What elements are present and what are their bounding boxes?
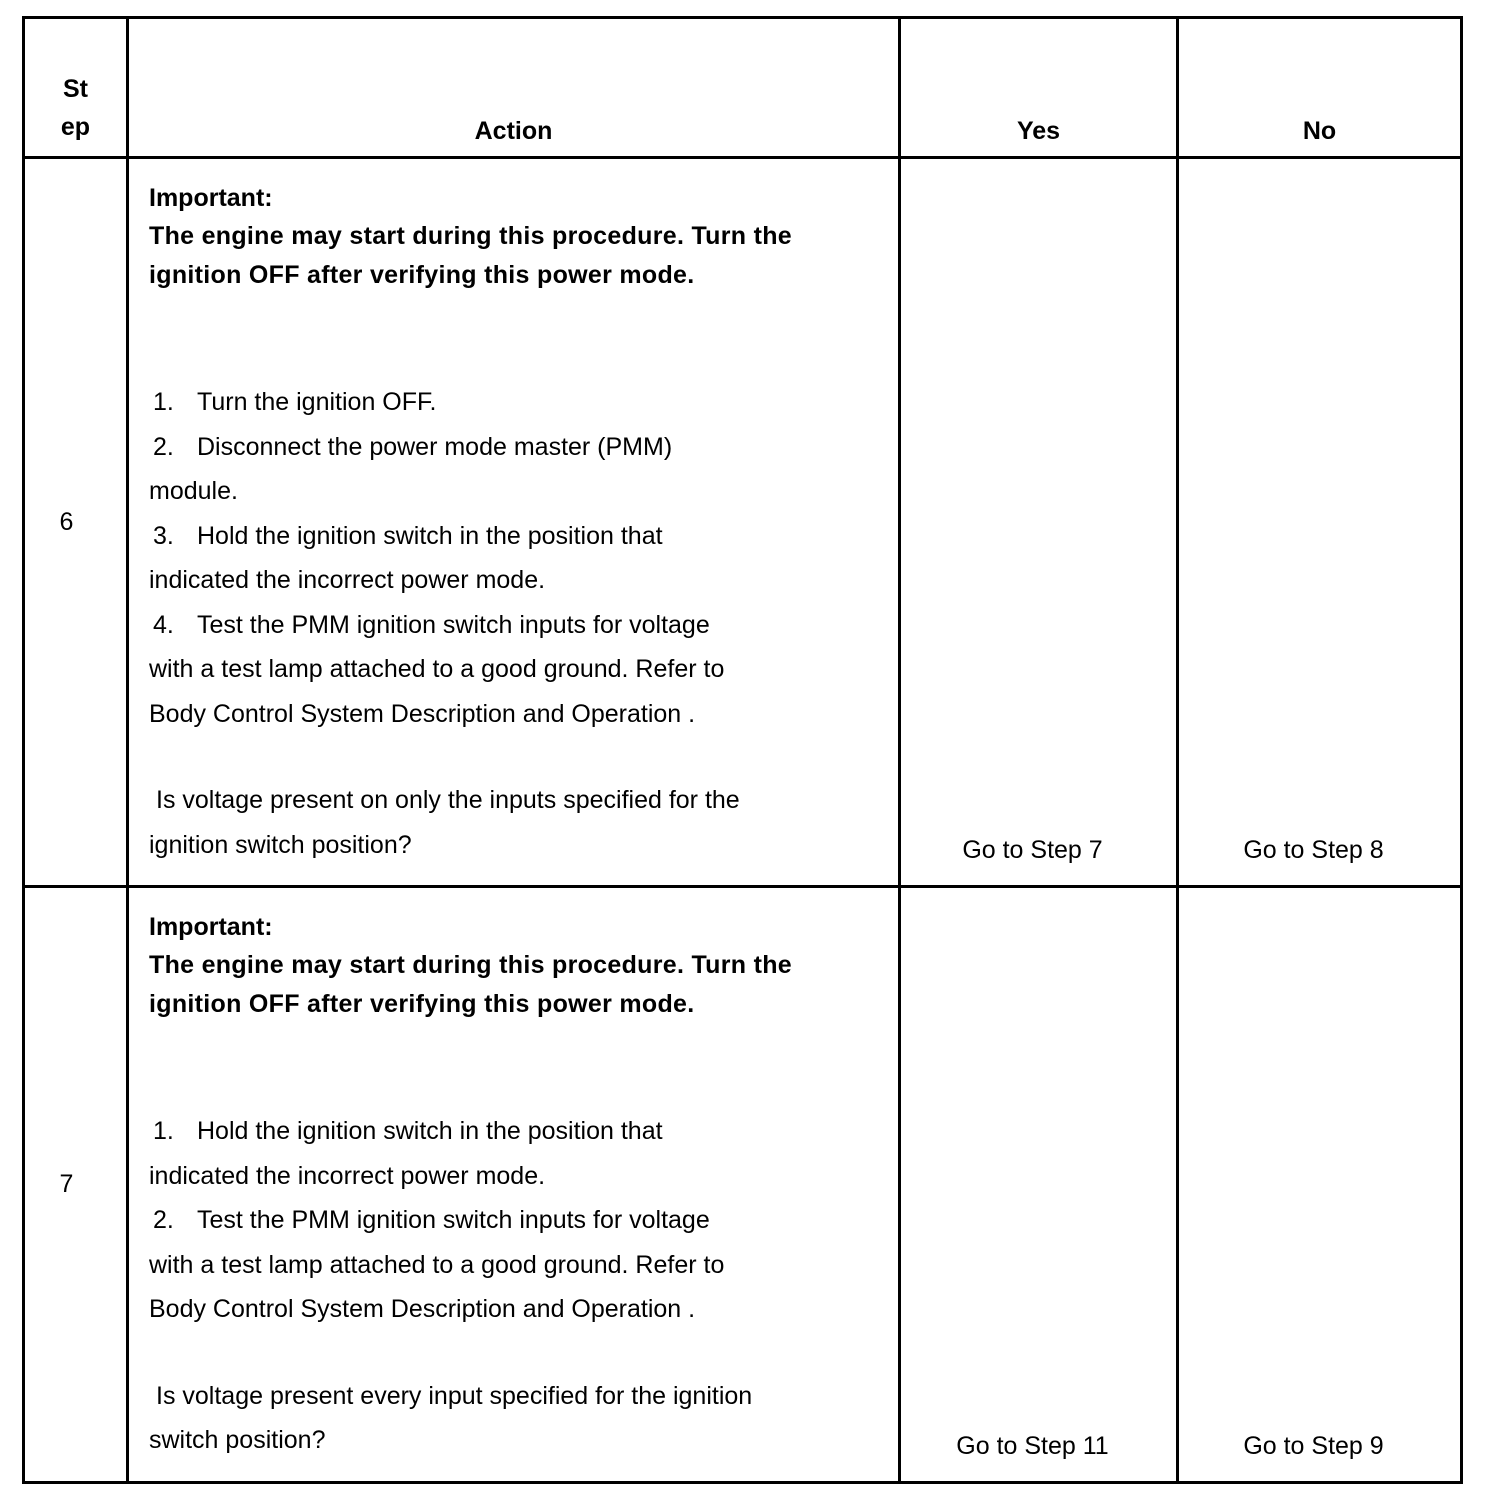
important-text-line1: The engine may start during this procedure. Turn the (149, 222, 792, 250)
action-cell (128, 158, 900, 887)
diagnostic-table (22, 16, 1463, 1484)
table-header-row (24, 18, 1462, 158)
procedure-step: 1. Hold the ignition switch in the position that indicated the incorrect power mode. (149, 1117, 663, 1190)
procedure-step: 2. Disconnect the power mode master (PMM) module. (149, 432, 673, 505)
header-step-line2: ep (60, 113, 91, 141)
important-text-line2: ignition OFF after verifying this power mode. (149, 261, 695, 289)
no-result: Go to Step 8 (1178, 158, 1462, 887)
procedure-step: 1. Turn the ignition OFF. (153, 388, 437, 416)
header-no: No (1178, 18, 1462, 158)
important-text-line2: ignition OFF after verifying this power mode. (149, 990, 695, 1018)
header-step (24, 18, 128, 158)
header-yes: Yes (900, 18, 1178, 158)
procedure-steps (149, 1109, 888, 1332)
header-action: Action (128, 18, 900, 158)
step-number: 7 (24, 887, 128, 1483)
procedure-step: 2. Test the PMM ignition switch inputs for voltage with a test lamp attached to a good ground. Refer to Body Control System Description and Operation . (149, 1206, 725, 1323)
table-row-step-7 (24, 887, 1462, 1483)
important-title: Important: (149, 184, 273, 212)
question: Is voltage present every input specified for the ignition switch position? (149, 1381, 753, 1454)
yes-result: Go to Step 7 (900, 158, 1178, 887)
important-title: Important: (149, 913, 273, 941)
question: Is voltage present on only the inputs specified for the ignition switch position? (149, 786, 740, 859)
action-cell (128, 887, 900, 1483)
yes-result: Go to Step 11 (900, 887, 1178, 1483)
step-number: 6 (24, 158, 128, 887)
table-row-step-6 (24, 158, 1462, 887)
procedure-step: 3. Hold the ignition switch in the position that indicated the incorrect power mode. (149, 521, 663, 594)
procedure-step: 4. Test the PMM ignition switch inputs for voltage with a test lamp attached to a good ground. Refer to Body Control System Description and Operation . (149, 610, 725, 728)
header-step-line1: St (63, 75, 88, 103)
no-result: Go to Step 9 (1178, 887, 1462, 1483)
procedure-steps (149, 380, 888, 736)
important-text-line1: The engine may start during this procedure. Turn the (149, 951, 792, 979)
